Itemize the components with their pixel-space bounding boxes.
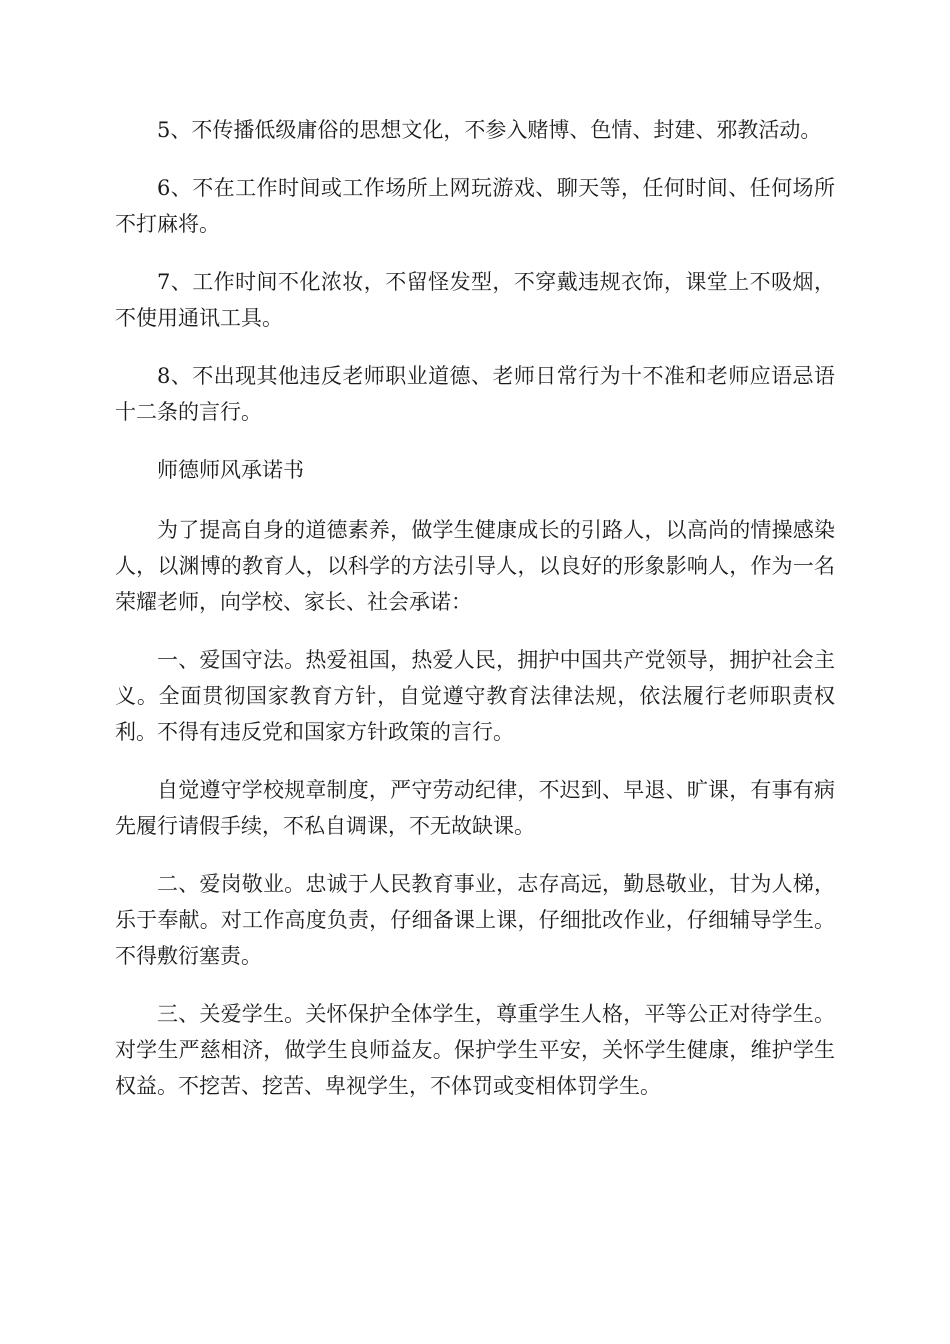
paragraph-pledge-1-cont: 自觉遵守学校规章制度，严守劳动纪律，不迟到、早退、旷课，有事有病先履行请假手续，不私自调课，不无故缺课。 bbox=[115, 778, 835, 838]
paragraph-pledge-2: 二、爱岗敬业。忠诚于人民教育事业，志存高远，勤恳敬业，甘为人梯，乐于奉献。对工作高度负责，仔细备课上课，仔细批改作业，仔细辅导学生。不得敷衍塞责。 bbox=[115, 872, 835, 968]
section-title: 师德师风承诺书 bbox=[157, 458, 304, 482]
paragraph-pledge-3: 三、关爱学生。关怀保护全体学生，尊重学生人格，平等公正对待学生。对学生严慈相济，做学生良师益友。保护学生平安，关怀学生健康，维护学生权益。不挖苦、挖苦、卑视学生，不体罚或变相体罚学生。 bbox=[115, 1002, 835, 1098]
paragraph-intro: 为了提高自身的道德素养，做学生健康成长的引路人，以高尚的情操感染人，以渊博的教育人，以科学的方法引导人，以良好的形象影响人，作为一名荣耀老师，向学校、家长、社会承诺： bbox=[115, 518, 835, 614]
paragraph-item-5: 5、不传播低级庸俗的思想文化，不参入赌博、色情、封建、邪教活动。 bbox=[157, 118, 822, 142]
paragraph-item-6: 6、不在工作时间或工作场所上网玩游戏、聊天等，任何时间、任何场所不打麻将。 bbox=[115, 176, 835, 236]
paragraph-item-8: 8、不出现其他违反老师职业道德、老师日常行为十不准和老师应语忌语十二条的言行。 bbox=[115, 364, 835, 424]
paragraph-item-7: 7、工作时间不化浓妆，不留怪发型，不穿戴违规衣饰，课堂上不吸烟，不使用通讯工具。 bbox=[115, 270, 835, 330]
document-body bbox=[115, 112, 835, 1126]
paragraph-pledge-1: 一、爱国守法。热爱祖国，热爱人民，拥护中国共产党领导，拥护社会主义。全面贯彻国家教育方针，自觉遵守教育法律法规，依法履行老师职责权利。不得有违反党和国家方针政策的言行。 bbox=[115, 648, 835, 744]
